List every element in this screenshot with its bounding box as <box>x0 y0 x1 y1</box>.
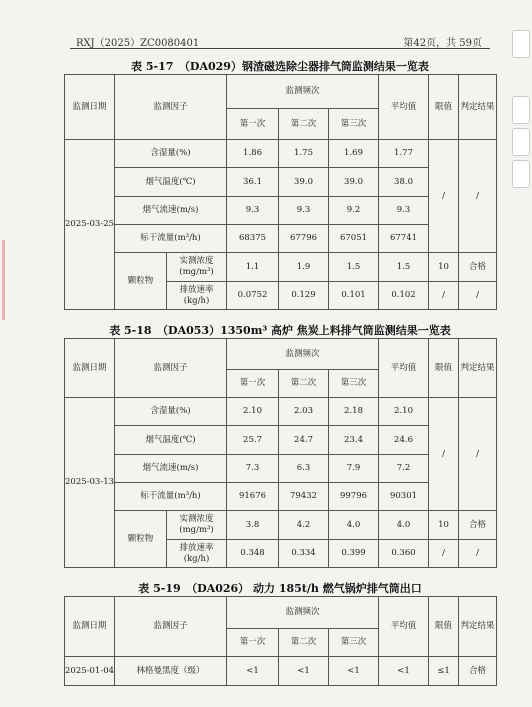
value-cell: 9.3 <box>227 197 279 225</box>
average-cell: 9.3 <box>379 197 429 225</box>
judgement-cell: 合格 <box>459 657 497 686</box>
limit-cell: 10 <box>429 253 459 282</box>
col-header-factor: 监测因子 <box>115 75 227 140</box>
value-cell: 2.10 <box>227 398 279 426</box>
limit-cell: / <box>429 398 459 511</box>
date-cell: 2025-03-13 <box>65 398 115 568</box>
col-header-date: 监测日期 <box>65 339 115 398</box>
col-header-factor: 监测因子 <box>115 339 227 398</box>
value-cell: 0.399 <box>329 540 379 568</box>
value-cell: 23.4 <box>329 426 379 455</box>
factor-cell: 含湿量(%) <box>115 140 227 168</box>
col-header-frequency: 监测频次 <box>227 339 379 370</box>
side-thumbnail <box>512 96 530 124</box>
col-header-limit: 限值 <box>429 75 459 140</box>
judgement-cell: 合格 <box>459 253 497 282</box>
col-header-date: 监测日期 <box>65 597 115 657</box>
value-cell: 68375 <box>227 225 279 253</box>
average-cell: 67741 <box>379 225 429 253</box>
limit-cell: ≤1 <box>429 657 459 686</box>
value-cell: 1.5 <box>329 253 379 282</box>
value-cell: 1.1 <box>227 253 279 282</box>
average-cell: 0.102 <box>379 282 429 310</box>
col-header-judgement: 判定结果 <box>459 339 497 398</box>
monitoring-table-5-18 <box>64 338 497 568</box>
limit-cell: 10 <box>429 511 459 540</box>
judgement-cell: / <box>459 540 497 568</box>
value-cell: 36.1 <box>227 168 279 197</box>
value-cell: 1.75 <box>279 140 329 168</box>
col-header-limit: 限值 <box>429 339 459 398</box>
value-cell: 0.101 <box>329 282 379 310</box>
col-header-date: 监测日期 <box>65 75 115 140</box>
factor-cell: 烟气流速(m/s) <box>115 197 227 225</box>
factor-cell: 标干流量(m³/h) <box>115 483 227 511</box>
binding-mark <box>2 240 5 320</box>
value-cell: 7.3 <box>227 455 279 483</box>
side-thumbnail <box>512 160 530 188</box>
judgement-cell: / <box>459 282 497 310</box>
date-cell: 2025-01-04 <box>65 657 115 686</box>
table-row <box>65 511 497 540</box>
col-header-frequency: 监测频次 <box>227 597 379 629</box>
value-cell: 99796 <box>329 483 379 511</box>
average-cell: 4.0 <box>379 511 429 540</box>
table-caption: 表 5-17 （DA029）钢渣磁选除尘器排气筒监测结果一览表 <box>131 60 429 73</box>
value-cell: 4.2 <box>279 511 329 540</box>
value-cell: 9.2 <box>329 197 379 225</box>
col-header-average: 平均值 <box>379 597 429 657</box>
pollutant-cell: 颗粒物 <box>115 511 167 568</box>
col-header-average: 平均值 <box>379 75 429 140</box>
col-header-first: 第一次 <box>227 109 279 140</box>
value-cell: 2.18 <box>329 398 379 426</box>
value-cell: 6.3 <box>279 455 329 483</box>
average-cell: 0.360 <box>379 540 429 568</box>
factor-cell: 含湿量(%) <box>115 398 227 426</box>
average-cell: 90301 <box>379 483 429 511</box>
table-row <box>65 140 497 168</box>
value-cell: 39.0 <box>279 168 329 197</box>
header-rule <box>70 48 490 49</box>
col-header-judgement: 判定结果 <box>459 597 497 657</box>
value-cell: 91676 <box>227 483 279 511</box>
value-cell: 0.334 <box>279 540 329 568</box>
factor-cell: 烟气温度(℃) <box>115 168 227 197</box>
table-caption: 表 5-18 （DA053）1350m³ 高炉 焦炭上料排气筒监测结果一览表 <box>109 324 451 337</box>
limit-cell: / <box>429 282 459 310</box>
col-header-third: 第三次 <box>329 629 379 657</box>
doc-number: RXJ（2025）ZC0080401 <box>76 38 200 49</box>
col-header-third: 第三次 <box>329 370 379 398</box>
table-row <box>65 253 497 282</box>
average-cell: 7.2 <box>379 455 429 483</box>
value-cell: 1.69 <box>329 140 379 168</box>
value-cell: <1 <box>279 657 329 686</box>
judgement-cell: / <box>459 140 497 253</box>
col-header-second: 第二次 <box>279 109 329 140</box>
value-cell: 0.0752 <box>227 282 279 310</box>
value-cell: 79432 <box>279 483 329 511</box>
value-cell: 24.7 <box>279 426 329 455</box>
value-cell: <1 <box>227 657 279 686</box>
factor-cell: 烟气温度(℃) <box>115 426 227 455</box>
value-cell: 4.0 <box>329 511 379 540</box>
value-cell: 2.03 <box>279 398 329 426</box>
value-cell: 67796 <box>279 225 329 253</box>
value-cell: 0.129 <box>279 282 329 310</box>
factor-cell: 标干流量(m³/h) <box>115 225 227 253</box>
subfactor-cell: 排放速率(kg/h) <box>167 282 227 310</box>
value-cell: 1.9 <box>279 253 329 282</box>
monitoring-table-5-17 <box>64 74 497 310</box>
value-cell: 1.86 <box>227 140 279 168</box>
col-header-second: 第二次 <box>279 629 329 657</box>
value-cell: 9.3 <box>279 197 329 225</box>
col-header-first: 第一次 <box>227 629 279 657</box>
col-header-frequency: 监测频次 <box>227 75 379 109</box>
col-header-first: 第一次 <box>227 370 279 398</box>
average-cell: 1.5 <box>379 253 429 282</box>
judgement-cell: / <box>459 398 497 511</box>
col-header-second: 第二次 <box>279 370 329 398</box>
factor-cell: 烟气流速(m/s) <box>115 455 227 483</box>
value-cell: 67051 <box>329 225 379 253</box>
value-cell: 3.8 <box>227 511 279 540</box>
factor-cell: 林格曼黑度（级） <box>115 657 227 686</box>
value-cell: 39.0 <box>329 168 379 197</box>
limit-cell: / <box>429 540 459 568</box>
average-cell: 1.77 <box>379 140 429 168</box>
value-cell: 0.348 <box>227 540 279 568</box>
side-thumbnail <box>512 128 530 156</box>
subfactor-cell: 排放速率(kg/h) <box>167 540 227 568</box>
table-caption: 表 5-19 （DA026） 动力 185t/h 燃气锅炉排气筒出口 <box>138 582 422 595</box>
monitoring-table-5-19 <box>64 596 497 686</box>
value-cell: 25.7 <box>227 426 279 455</box>
page-number: 第42页，共 59页 <box>403 38 482 49</box>
table-row <box>65 398 497 426</box>
average-cell: 38.0 <box>379 168 429 197</box>
value-cell: <1 <box>329 657 379 686</box>
col-header-limit: 限值 <box>429 597 459 657</box>
col-header-factor: 监测因子 <box>115 597 227 657</box>
limit-cell: / <box>429 140 459 253</box>
col-header-average: 平均值 <box>379 339 429 398</box>
subfactor-cell: 实测浓度(mg/m³) <box>167 511 227 540</box>
pollutant-cell: 颗粒物 <box>115 253 167 310</box>
average-cell: <1 <box>379 657 429 686</box>
average-cell: 2.10 <box>379 398 429 426</box>
date-cell: 2025-03-25 <box>65 140 115 310</box>
judgement-cell: 合格 <box>459 511 497 540</box>
table-row <box>65 657 497 686</box>
col-header-judgement: 判定结果 <box>459 75 497 140</box>
value-cell: 7.9 <box>329 455 379 483</box>
average-cell: 24.6 <box>379 426 429 455</box>
subfactor-cell: 实测浓度(mg/m³) <box>167 253 227 282</box>
col-header-third: 第三次 <box>329 109 379 140</box>
side-thumbnail <box>512 30 530 58</box>
